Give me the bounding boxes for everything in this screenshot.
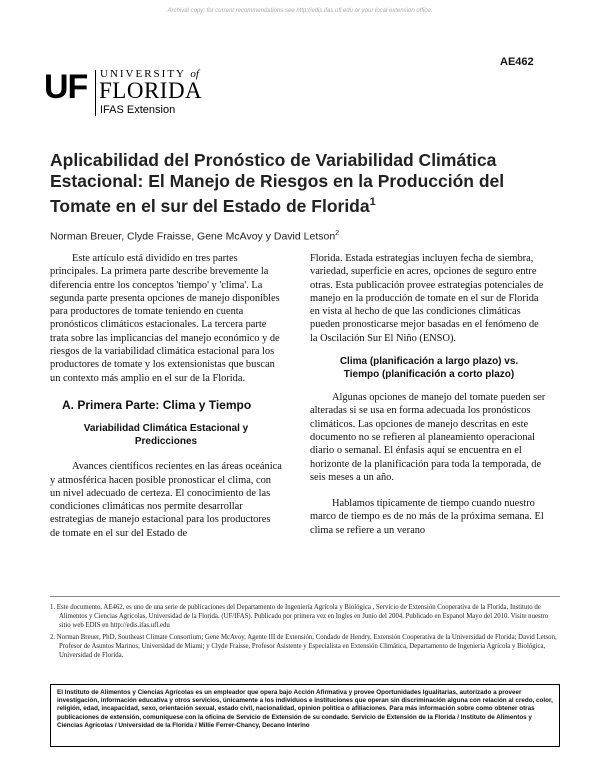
authors-text: Norman Breuer, Clyde Fraisse, Gene McAvoy y David Letson [50,230,336,243]
paragraph-florida: Florida. Estada estrategias incluyen fecha de siembra, variedad, superficie en acres, opciones de seguro entre otras. Esta publicación provee estrategias potenciales de manejo en la producción de tomate en el sur de Florida en vista al hecho de que las condiciones climáticas pueden pronosticarse mejor basadas en el fenómeno de la Oscilación Sur El Niño (ENSO). [310,253,544,344]
footnote-2: 2. Norman Breuer, PhD, Southeast Climate Consortium; Gene McAvoy, Agente III de Extensión, Condado de Hendry, Extensión Cooperativa de la Universidad de Florida; David Letson, Profesor de Asuntos Marinos, Universidad de Miami; y Clyde Fraisse, Profesor Asistente y Especialista en Extensión Climática, Departamento de Ingeniería Agrícola y Biológica, Universidad de Florida. [50,634,557,659]
archive-note: Archival copy: for current recommendations see http://edis.ifas.ufl.edu or your local extension office. [167,8,433,14]
subheading-line-2: Predicciones [134,436,198,448]
logo-of-text: of [190,68,199,80]
subheading-clima-tiempo [310,355,548,381]
title-text: Aplicabilidad del Pronóstico de Variabilidad Climática Estacional: El Manejo de Riesgos en la Producción del Tomate en el sur del Estado de Florida [50,150,505,216]
document-number: AE462 [500,56,534,68]
subheading-line-2: Tiempo (planificación a corto plazo) [343,369,515,381]
authors-footnote-ref[interactable]: 2 [335,230,340,237]
logo-ifas-extension: IFAS Extension [100,104,176,116]
footnotes [50,603,560,663]
logo-divider [95,70,96,116]
paragraph-hablamos: Hablamos típicamente de tiempo cuando nuestro marco de tiempo es de no más de la próxima semana. El clima se refiere a un verano [310,498,544,536]
uf-logo-mark: UF [44,68,88,106]
subheading-variabilidad [50,422,282,448]
footnote-1: 1. Este documento, AE462, es uno de una serie de publicaciones del Departamento de Ingeniería Agrícola y Biológica , Servicio de Extensión Cooperativa de la Florida, Instituto de Alimentos y Ciencias Agrícolas, Universidad de la Florida. (UF/IFAS). Publicado por primera vez en Ingles en Junio del 2004. Publicado en Espanol Mayo del 2010. Visite nuestro sitio web EDIS en http://edis.ifas.ufl.edu [50,604,549,629]
logo-university-text: UNIVERSITY [100,68,186,80]
paragraph-avances: Avances científicos recientes en las áreas oceánica y atmosférica hacen posible pronosticar el clima, con un nivel adecuado de certeza. El conocimiento de las condiciones climáticas nos permite desarrollar estrategias de manejo estacional para los productores de tomate en el sur del Estado de [50,461,282,539]
footnote-divider [50,596,560,597]
disclaimer-box: El Instituto de Alimentos y Ciencias Agrícolas es un empleador que opera bajo Acción Afirmativa y provee Oportunidades Igualitarias, autorizado a proveer investigación, información educativa y otros servicios, únicamente a los individuos e instituciones que operan sin discriminación alguna con relación al credo, color, religión, edad, incapacidad, sexo, orientación sexual, estado civil, nacionalidad, opinion política o afiliaciones. Para más información sobre como obtener otras publicaciones de extensión, comuníquese con la oficina de Servicio de Extensión de su condado. Servicio de Extensión de la Florida / Instituto de Alimentos y Ciencias Agrícolas / Universidad de la Florida / Millie Ferrer-Chancy, Decano Interino [50,684,560,747]
page-title [50,150,560,217]
authors [50,230,339,243]
left-column [50,252,282,540]
subheading-line-1: Variabilidad Climática Estacional y [83,423,249,435]
right-column [310,252,548,537]
section-heading: A. Primera Parte: Clima y Tiempo [62,397,252,412]
paragraph-opciones: Algunas opciones de manejo del tomate pueden ser alteradas si se usa en forma adecuada los pronósticos climáticos. Las opciones de manejo descritas en este documento no se refieren al planeamiento operacional diario o semanal. El énfasis aquí se encuentra en el horizonte de la planificación para toda la temporada, de seis meses a un año. [310,392,546,483]
subheading-line-1: Clima (planificación a largo plazo) vs. [339,356,519,368]
intro-paragraph: Este artículo está dividido en tres partes principales. La primera parte describe brevemente la diferencia entre los conceptos 'tiempo' y 'clima'. La segunda parte presenta opciones de manejo disponibles para productores de tomate teniendo en cuenta pronósticos climáticos estacionales. La tercera parte trata sobre las implicancias del manejo económico y de riesgos de la variabilidad climática estacional para los productores de tomate y los extensionistas que buscan un contexto más amplio en el sur de la Florida. [50,253,280,384]
title-footnote-ref[interactable]: 1 [369,196,376,208]
logo-florida: FLORIDA [99,78,203,103]
